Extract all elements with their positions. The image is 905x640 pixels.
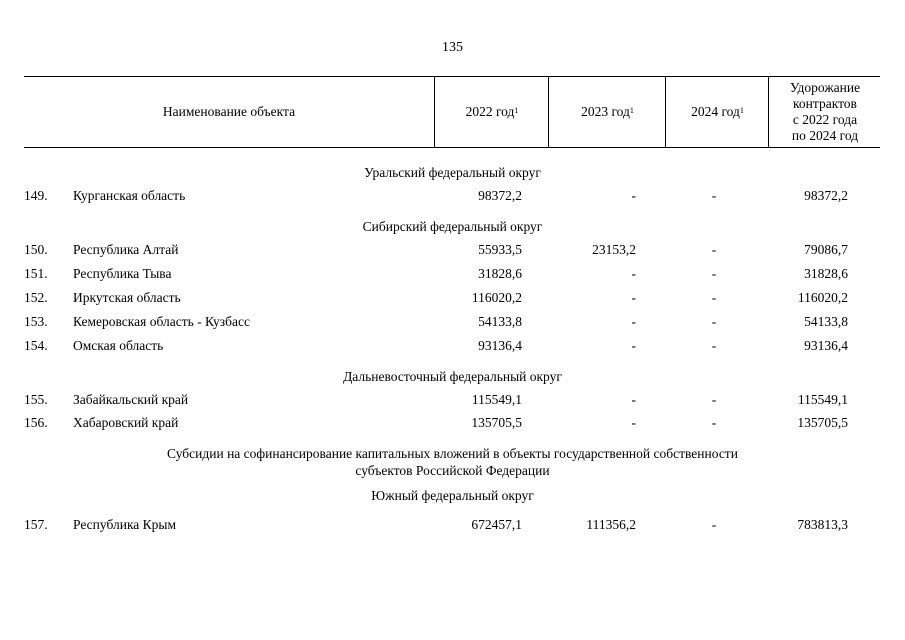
table-row (0, 288, 905, 308)
row-value-2022: 93136,4 (478, 338, 522, 353)
row-value-total: 783813,3 (797, 517, 848, 532)
row-number: 149. (24, 188, 48, 203)
row-name: Курганская область (73, 188, 186, 203)
row-value-2024: - (711, 415, 717, 430)
row-value-total: 93136,4 (804, 338, 848, 353)
table-row (0, 186, 905, 206)
row-value-2024: - (711, 242, 717, 257)
table-row (0, 264, 905, 284)
row-name: Хабаровский край (73, 415, 179, 430)
table-row (0, 515, 905, 535)
row-number: 152. (24, 290, 48, 305)
row-number: 155. (24, 392, 48, 407)
row-number: 151. (24, 266, 48, 281)
section-siberia: Сибирский федеральный округ (362, 219, 543, 234)
row-value-2024: - (711, 392, 717, 407)
row-value-2023: 111356,2 (586, 517, 636, 532)
row-value-2023: 23153,2 (592, 242, 636, 257)
row-value-2023: - (631, 415, 636, 430)
row-value-total: 54133,8 (804, 314, 848, 329)
row-value-2024: - (711, 314, 717, 329)
row-number: 150. (24, 242, 48, 257)
row-value-total: 98372,2 (804, 188, 848, 203)
row-value-total: 31828,6 (804, 266, 848, 281)
header-name-label: Наименование объекта (162, 104, 296, 119)
row-value-2023: - (631, 392, 636, 407)
row-value-total: 135705,5 (797, 415, 848, 430)
row-value-2022: 55933,5 (478, 242, 522, 257)
table-row (0, 312, 905, 332)
row-number: 154. (24, 338, 48, 353)
header-2022-label: 2022 год (465, 104, 515, 119)
header-increase: Удорожание контрактов с 2022 года по 2024 год (768, 77, 881, 147)
header-2023: 2023 год $^1$ (548, 77, 666, 147)
row-number: 153. (24, 314, 48, 329)
section-south: Южный федеральный округ (371, 488, 534, 503)
row-value-2022: 31828,6 (478, 266, 522, 281)
row-name: Республика Алтай (73, 242, 179, 257)
row-value-2024: - (711, 290, 717, 305)
row-value-2022: 98372,2 (478, 188, 522, 203)
section-subsidies-line2: субъектов Российской Федерации (355, 463, 550, 478)
row-name: Иркутская область (73, 290, 181, 305)
table-row (0, 240, 905, 260)
row-value-2024: - (711, 338, 717, 353)
section-ural: Уральский федеральный округ (364, 165, 541, 180)
table-row (0, 336, 905, 356)
row-name: Республика Тыва (73, 266, 172, 281)
header-2022: 2022 год $^1$ (434, 77, 549, 147)
row-value-2022: 135705,5 (471, 415, 522, 430)
row-value-2023: - (631, 338, 636, 353)
row-value-2023: - (631, 314, 636, 329)
row-name: Забайкальский край (73, 392, 189, 407)
row-value-total: 116020,2 (797, 290, 848, 305)
row-value-2024: - (711, 266, 717, 281)
row-value-2024: - (711, 188, 717, 203)
row-value-2023: - (631, 266, 636, 281)
row-value-2023: - (631, 188, 636, 203)
row-name: Кемеровская область - Кузбасс (73, 314, 250, 329)
row-name: Омская область (73, 338, 164, 353)
table-header (24, 76, 880, 148)
row-value-2023: - (631, 290, 636, 305)
row-value-2022: 672457,1 (471, 517, 522, 532)
row-value-2022: 54133,8 (478, 314, 522, 329)
table-row (0, 390, 905, 410)
header-2024-label: 2024 год (691, 104, 740, 119)
row-value-2022: 116020,2 (471, 290, 522, 305)
table-row (0, 413, 905, 433)
row-value-2022: 115549,1 (471, 392, 522, 407)
row-value-2024: - (711, 517, 717, 532)
header-name (24, 77, 434, 147)
section-far-east: Дальневосточный федеральный округ (343, 369, 562, 384)
page-number: 135 (442, 40, 463, 55)
header-2024: 2024 год $^1$ (665, 77, 769, 147)
row-number: 157. (24, 517, 48, 532)
header-2023-label: 2023 год (581, 104, 630, 119)
row-name: Республика Крым (73, 517, 177, 532)
row-number: 156. (24, 415, 48, 430)
row-value-total: 115549,1 (797, 392, 848, 407)
row-value-total: 79086,7 (804, 242, 848, 257)
section-subsidies-line1: Субсидии на софинансирование капитальных вложений в объекты государственной собственности (167, 446, 738, 461)
